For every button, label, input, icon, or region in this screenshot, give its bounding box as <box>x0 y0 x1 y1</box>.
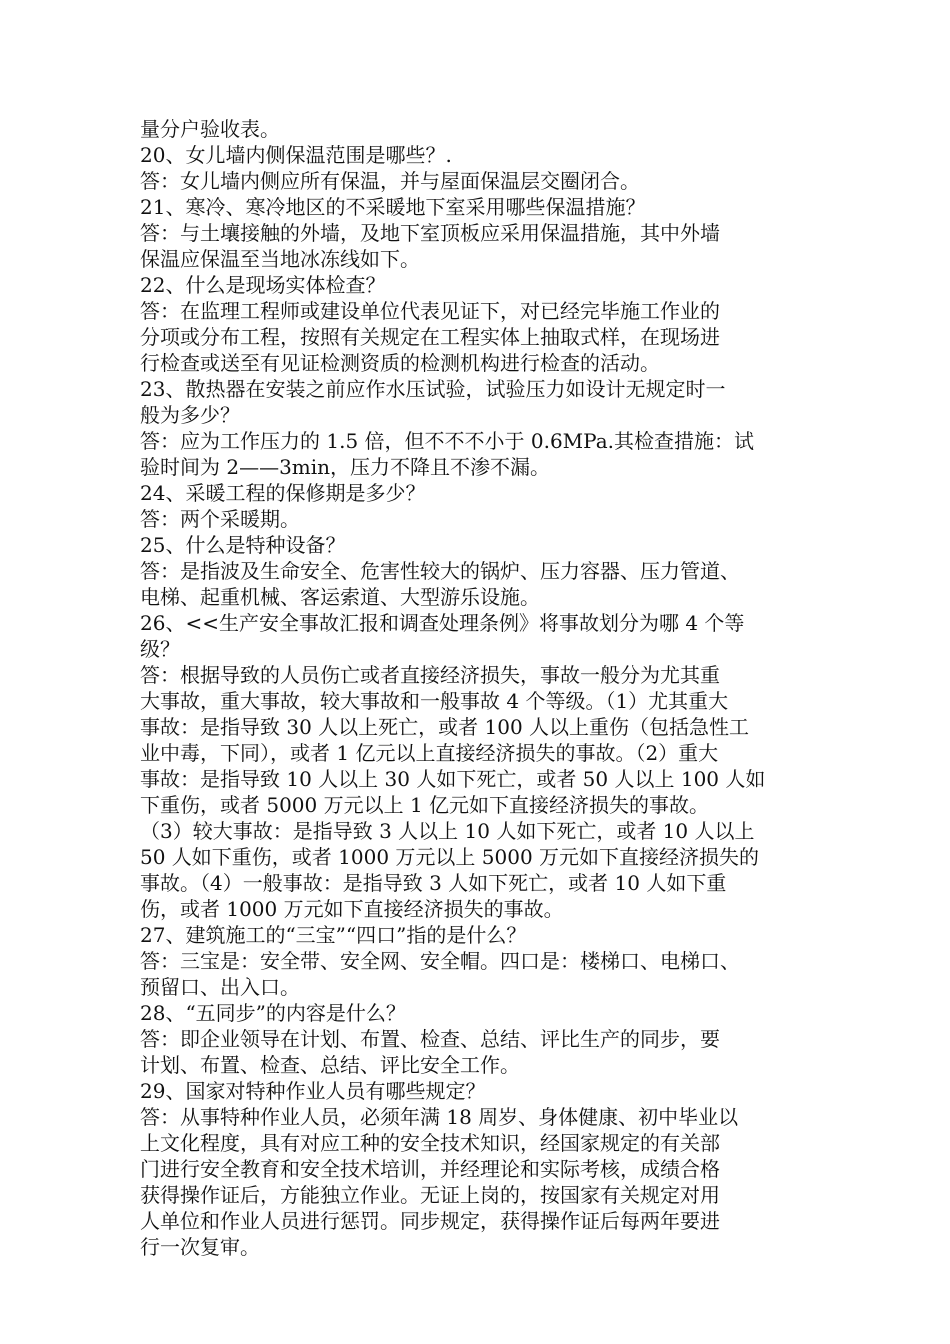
answer-line: 答：即企业领导在计划、布置、检查、总结、评比生产的同步，要 <box>140 1027 720 1051</box>
text-line: 人单位和作业人员进行惩罚。同步规定，获得操作证后每两年要进 <box>140 1209 720 1233</box>
answer-line: 答：在监理工程师或建设单位代表见证下，对已经完毕施工作业的 <box>140 299 720 323</box>
text-line: 行检查或送至有见证检测资质的检测机构进行检查的活动。 <box>140 351 660 375</box>
text-line: 计划、布置、检查、总结、评比安全工作。 <box>140 1053 520 1077</box>
answer-line: 答：根据导致的人员伤亡或者直接经济损失，事故一般分为尤其重 <box>140 663 720 687</box>
text-line: 获得操作证后，方能独立作业。无证上岗的，按国家有关规定对用 <box>140 1183 720 1207</box>
text-line: 上文化程度，具有对应工种的安全技术知识，经国家规定的有关部 <box>140 1131 720 1155</box>
answer-line: 答：与土壤接触的外墙，及地下室顶板应采用保温措施，其中外墙 <box>140 221 720 245</box>
question-line: 28、“五同步”的内容是什么？ <box>140 1001 406 1025</box>
question-line: 27、建筑施工的“三宝”“四口”指的是什么？ <box>140 923 527 947</box>
text-line: 电梯、起重机械、客运索道、大型游乐设施。 <box>140 585 540 609</box>
text-line: 50 人如下重伤，或者 1000 万元以上 5000 万元如下直接经济损失的 <box>140 845 760 869</box>
question-line: 23、散热器在安装之前应作水压试验，试验压力如设计无规定时一 <box>140 377 726 401</box>
text-line: 下重伤，或者 5000 万元以上 1 亿元如下直接经济损失的事故。 <box>140 793 710 817</box>
text-line: 事故：是指导致 30 人以上死亡，或者 100 人以上重伤（包括急性工 <box>140 715 750 739</box>
answer-line: 答：应为工作压力的 1.5 倍，但不不不小于 0.6MPa.其检查措施：试 <box>140 429 755 453</box>
text-line: 大事故，重大事故，较大事故和一般事故 4 个等级。（1）尤其重大 <box>140 689 729 713</box>
text-line: 预留口、出入口。 <box>140 975 300 999</box>
question-line: 25、什么是特种设备？ <box>140 533 346 557</box>
question-line: 24、采暖工程的保修期是多少？ <box>140 481 426 505</box>
answer-line: 答：三宝是：安全带、安全网、安全帽。四口是：楼梯口、电梯口、 <box>140 949 740 973</box>
text-line: 行一次复审。 <box>140 1235 260 1259</box>
document-page <box>140 116 812 1260</box>
question-line: 21、寒冷、寒冷地区的不采暖地下室采用哪些保温措施？ <box>140 195 646 219</box>
text-line: 伤，或者 1000 万元如下直接经济损失的事故。 <box>140 897 564 921</box>
text-line: 级？ <box>140 637 180 661</box>
text-line: 般为多少？ <box>140 403 240 427</box>
text-line: （3）较大事故：是指导致 3 人以上 10 人如下死亡，或者 10 人以上 <box>140 819 755 843</box>
text-line: 事故。（4）一般事故：是指导致 3 人如下死亡，或者 10 人如下重 <box>140 871 727 895</box>
answer-line: 答：从事特种作业人员，必须年满 18 周岁、身体健康、初中毕业以 <box>140 1105 739 1129</box>
text-line: 验时间为 2——3min，压力不降且不渗不漏。 <box>140 455 551 479</box>
answer-line: 答：是指波及生命安全、危害性较大的锅炉、压力容器、压力管道、 <box>140 559 740 583</box>
text-line: 事故：是指导致 10 人以上 30 人如下死亡，或者 50 人以上 100 人如 <box>140 767 766 791</box>
answer-line: 答：女儿墙内侧应所有保温，并与屋面保温层交圈闭合。 <box>140 169 640 193</box>
text-line: 保温应保温至当地冰冻线如下。 <box>140 247 420 271</box>
question-line: 22、什么是现场实体检查？ <box>140 273 386 297</box>
question-line: 29、国家对特种作业人员有哪些规定？ <box>140 1079 486 1103</box>
answer-line: 答：两个采暖期。 <box>140 507 300 531</box>
text-line: 门进行安全教育和安全技术培训，并经理论和实际考核，成绩合格 <box>140 1157 720 1181</box>
question-line: 20、女儿墙内侧保温范围是哪些？. <box>140 143 452 167</box>
text-line: 量分户验收表。 <box>140 117 280 141</box>
question-line: 26、<<生产安全事故汇报和调查处理条例》将事故划分为哪 4 个等 <box>140 611 745 635</box>
text-line: 业中毒，下同），或者 1 亿元以上直接经济损失的事故。（2）重大 <box>140 741 719 765</box>
text-line: 分项或分布工程，按照有关规定在工程实体上抽取式样，在现场进 <box>140 325 720 349</box>
